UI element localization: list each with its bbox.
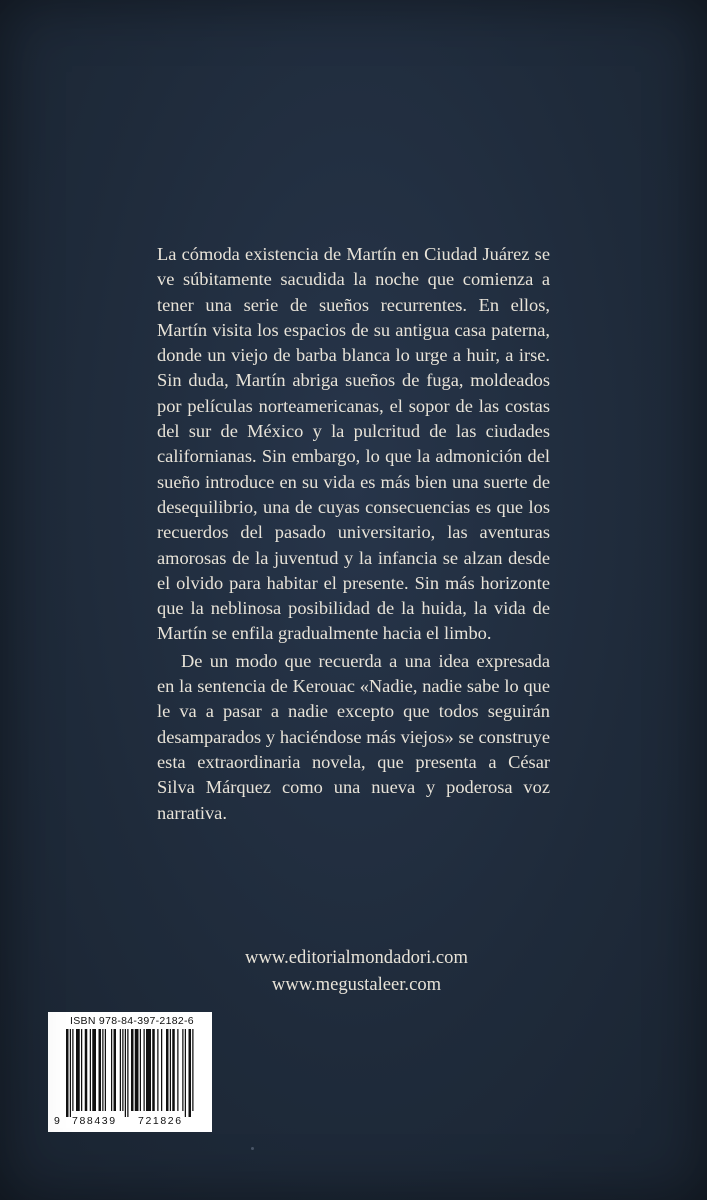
synopsis-paragraph-2: De un modo que recuerda a una idea expresada en la sentencia de Kerouac «Nadie, nadie sabe lo que le va a pasar a nadie excepto que todos seguirán desamparados y haciéndose más viejos» se construye esta extraordinaria novela, que presenta a César Silva Márquez como una nueva y poderosa voz narrativa.	[157, 650, 550, 823]
barcode-bar	[182, 1029, 183, 1111]
barcode-digit-first: 9	[54, 1115, 60, 1127]
barcode-bar	[177, 1029, 178, 1111]
barcode-bar	[111, 1029, 112, 1111]
barcode-bar	[152, 1029, 155, 1111]
barcode-bar	[105, 1029, 106, 1111]
publisher-links	[150, 944, 563, 998]
synopsis-text	[157, 242, 550, 826]
barcode-bar	[146, 1029, 151, 1111]
barcode-bar	[170, 1029, 171, 1111]
barcode-bar	[72, 1029, 73, 1111]
barcode-bar	[125, 1029, 126, 1117]
barcode-bar	[166, 1029, 169, 1111]
barcode-bar	[70, 1029, 71, 1117]
barcode-bar	[135, 1029, 139, 1111]
barcode-bar	[114, 1029, 117, 1111]
barcode-bar	[120, 1029, 121, 1111]
barcode-bar	[144, 1029, 145, 1111]
barcode-bar	[185, 1029, 186, 1117]
barcode-bar	[99, 1029, 102, 1111]
barcode-bar	[85, 1029, 88, 1111]
barcode-bar	[92, 1029, 96, 1111]
barcode-bar	[127, 1029, 128, 1117]
isbn-label: ISBN 978-84-397-2182-6	[70, 1015, 194, 1027]
barcode-bar	[90, 1029, 91, 1111]
barcode-bar	[192, 1029, 193, 1111]
barcode-digits-right: 721826	[138, 1115, 183, 1127]
synopsis-paragraph-1: La cómoda existencia de Martín en Ciudad Juárez se ve súbitamente sacudida la noche que comienza a tener una serie de sueños recurrentes. En ellos, Martín visita los espacios de su antigua casa paterna, donde un viejo de barba blanca lo urge a huir, a irse. Sin duda, Martín abriga sueños de fuga, moldeados por películas norteamericanas, el sopor de las costas del sur de México y la pulcritud de las ciudades californianas. Sin embargo, lo que la admonición del sueño introduce en su vida es más bien una suerte de desequilibrio, una de cuyas consecuencias es que los recuerdos del pasado universitario, las aventuras amorosas de la juventud y la infancia se alzan desde el olvido para habitar el presente. Sin más horizonte que la neblinosa posibilidad de la huida, la vida de Martín se enfila gradualmente hacia el limbo.	[157, 244, 550, 644]
barcode-bar	[102, 1029, 103, 1111]
barcode-bar	[161, 1029, 162, 1111]
isbn-barcode	[48, 1012, 212, 1132]
barcode-bar	[131, 1029, 134, 1111]
barcode-bar	[76, 1029, 80, 1111]
barcode-bars	[64, 1029, 198, 1117]
decorative-dot	[251, 1147, 254, 1150]
reading-site-url[interactable]: www.megustaleer.com	[271, 974, 442, 995]
barcode-bar	[172, 1029, 175, 1111]
barcode-bar	[189, 1029, 192, 1117]
publisher-url[interactable]: www.editorialmondadori.com	[245, 947, 468, 968]
barcode-bar	[66, 1029, 69, 1117]
barcode-bar	[81, 1029, 82, 1111]
barcode-bar	[140, 1029, 141, 1111]
barcode-digits-left: 788439	[72, 1115, 117, 1127]
barcode-bar	[122, 1029, 123, 1111]
barcode-bar	[157, 1029, 158, 1111]
